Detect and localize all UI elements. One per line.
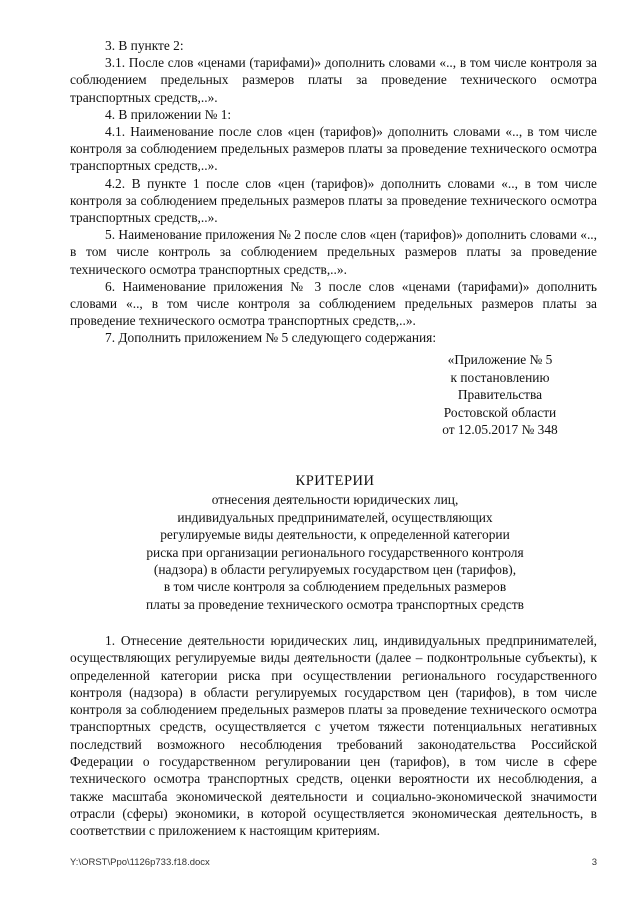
- page-number: 3: [591, 857, 597, 868]
- title-line: платы за проведение технического осмотра транспортных средств: [146, 596, 524, 612]
- file-path: Y:\ORST\Ppo\1126p733.f18.docx: [70, 857, 210, 868]
- paragraph-4-2: 4.2. В пункте 1 после слов «цен (тарифов)» дополнить словами «.., в том числе контроля за соблюдением предельных размеров платы за проведение технического осмотра транспортных средств,..».: [70, 175, 597, 226]
- paragraph-7: 7. Дополнить приложением № 5 следующего содержания:: [105, 330, 437, 346]
- paragraph-4: 4. В приложении № 1:: [105, 106, 232, 122]
- criteria-title: [90, 473, 580, 613]
- appendix-line: Правительства: [457, 387, 543, 403]
- paragraph-4-1: 4.1. Наименование после слов «цен (тарифов)» дополнить словами «.., в том числе контроля за соблюдением предельных размеров платы за проведение технического осмотра транспортных средств,..».: [70, 124, 597, 174]
- title-line: риска при организации регионального государственного контроля: [146, 544, 524, 560]
- appendix-reference: [410, 351, 590, 439]
- title-line: регулируемые виды деятельности, к определенной категории: [160, 527, 510, 543]
- title-line: (надзора) в области регулируемых государством цен (тарифов),: [153, 562, 517, 578]
- title-line: в том числе контроля за соблюдением предельных размеров: [163, 579, 507, 595]
- criteria-heading: КРИТЕРИИ: [295, 473, 375, 489]
- title-line: индивидуальных предпринимателей, осуществляющих: [177, 509, 493, 525]
- appendix-line: «Приложение № 5: [447, 352, 553, 367]
- criteria-body: [70, 632, 597, 840]
- paragraph-3-1: 3.1. После слов «ценами (тарифами)» дополнить словами «.., в том числе контроля за соблюдением предельных размеров платы за проведение технического осмотра транспортных средств,..».: [70, 55, 597, 105]
- paragraph-3: 3. В пункте 2:: [105, 38, 184, 53]
- title-line: отнесения деятельности юридических лиц,: [211, 492, 459, 508]
- appendix-line: к постановлению: [450, 369, 550, 385]
- paragraph-6: 6. Наименование приложения № 3 после слов «ценами (тарифами)» дополнить словами «.., в том числе контроля за соблюдением предельных размеров платы за проведение технического осмотра транспортных средств,..».: [70, 278, 597, 329]
- appendix-line: Ростовской области: [443, 404, 557, 420]
- criteria-paragraph-1: 1. Отнесение деятельности юридических лиц, индивидуальных предпринимателей, осуществляющих регулируемые виды деятельности (далее – подконтрольные субъекты), к определенной категории риска при осуществлении регионального государственного контроля (надзора) в области регулируемых государством цен (тарифов), в том числе контроля за соблюдением предельных размеров платы за проведение технического осмотра транспортных средств, осуществляется с учетом тяжести потенциальных негативных последствий возможного несоблюдения требований законодательства Российской Федерации о государственном регулировании цен (тарифов), в том числе в сфере технического осмотра транспортных средств, оценки вероятности их несоблюдения, а также масштаба экономической деятельности и социально-экономической значимости отрасли (сферы) экономики, в которой осуществляется экономическая деятельность, в соответствии с приложением к настоящим критериям.: [70, 633, 597, 839]
- amendments-block: [70, 37, 597, 347]
- paragraph-5: 5. Наименование приложения № 2 после слов «цен (тарифов)» дополнить словами «.., в том числе контроль за соблюдением предельных размеров платы за проведение технического осмотра транспортных средств,..».: [70, 227, 597, 277]
- appendix-line: от 12.05.2017 № 348: [442, 422, 558, 438]
